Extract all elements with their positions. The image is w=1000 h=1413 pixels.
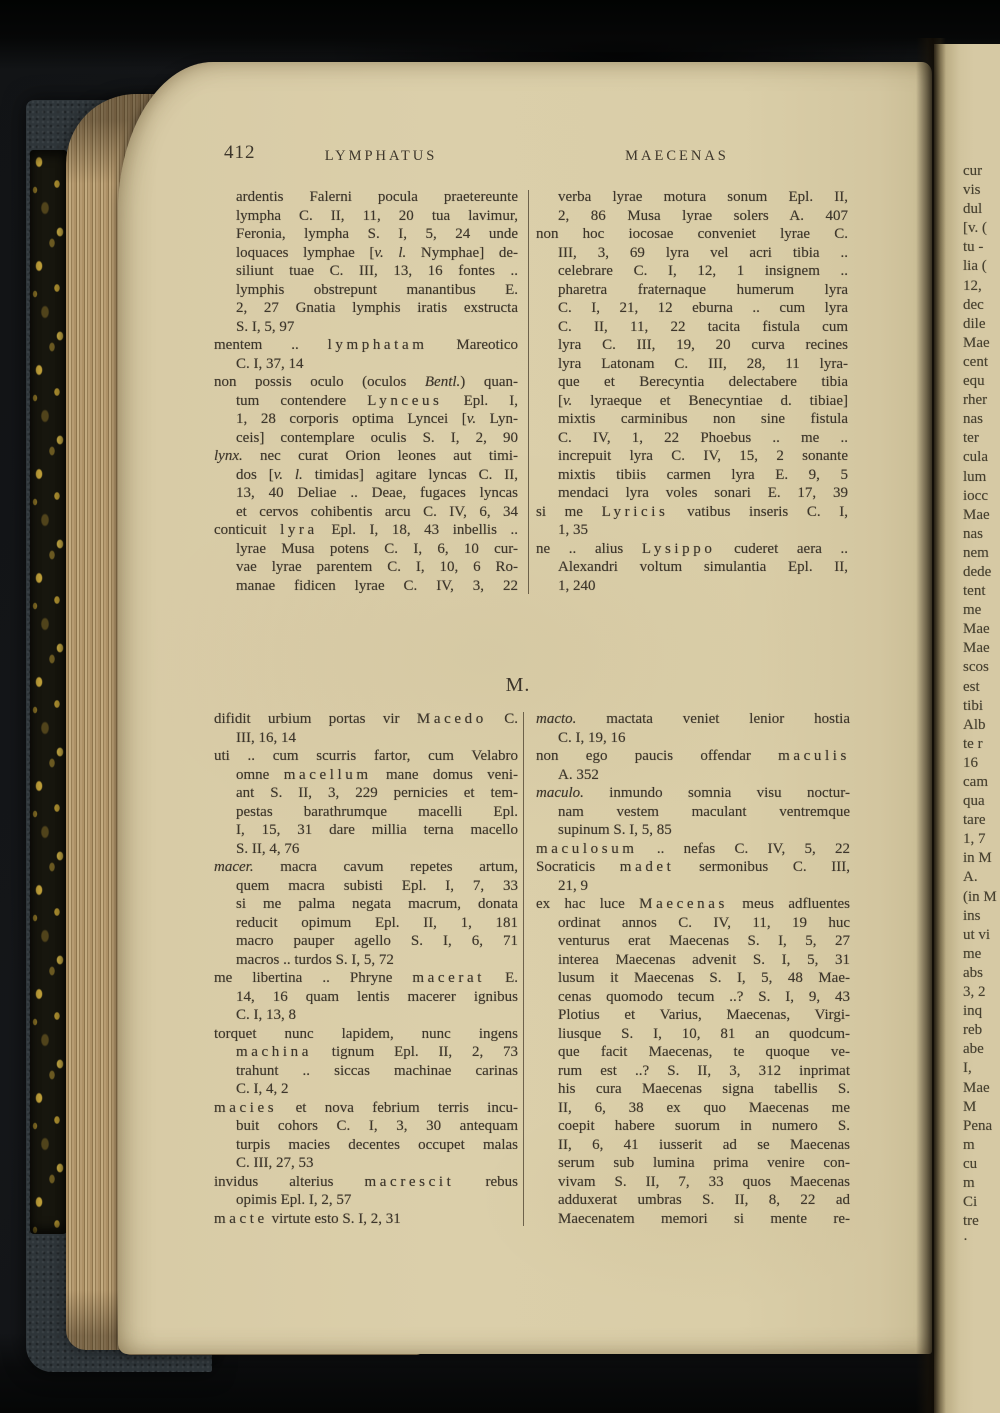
- text-line: dos [v. l. timidas] agitare lyncas C. II,: [236, 466, 518, 483]
- text-line: coepit habere suorum in numero S.: [558, 1118, 850, 1134]
- opposite-page-text-line: inq: [963, 1003, 983, 1020]
- text-line: liusque S. I, 10, 81 an quodcum-: [558, 1025, 850, 1042]
- text-line: interea Maecenas advenit S. I, 5, 31: [558, 951, 850, 968]
- text-line: S. II, 4, 76: [236, 840, 300, 857]
- text-line: vae lyrae parentem C. I, 10, 6 Ro-: [236, 559, 518, 575]
- text-line: lyrae Musa potens C. I, 6, 10 cur-: [236, 540, 518, 557]
- opposite-page-text-line: scos: [963, 659, 989, 676]
- text-line: si me Lyricis vatibus inseris C. I,: [536, 503, 848, 520]
- opposite-page-text-line: cent: [963, 353, 988, 370]
- text-line: [v. lyraeque et Benecyntiae d. tibiae]: [558, 392, 848, 409]
- opposite-page-text-line: te r: [963, 735, 983, 752]
- opposite-page-text-line: me: [963, 602, 982, 619]
- text-line: celebrare C. I, 12, 1 insignem ..: [558, 263, 848, 279]
- opposite-page-text-line: tare: [963, 812, 986, 829]
- text-line: venturus erat Maecenas S. I, 5, 27: [558, 933, 850, 949]
- section-heading: M.: [505, 674, 531, 696]
- opposite-page-text-line: tibi: [963, 697, 984, 714]
- opposite-page-text-line: m: [963, 1136, 975, 1153]
- opposite-page-text-line: ut vi: [963, 926, 991, 943]
- opposite-page-text-line: dede: [963, 563, 992, 580]
- column-divider-top: [528, 190, 529, 594]
- opposite-page-text-line: abs: [963, 964, 983, 981]
- opposite-page-text-fragments: [963, 162, 1000, 1250]
- text-line: mentem .. lymphatam Mareotico: [214, 337, 519, 353]
- text-line: mixtis tibiis carmen lyra E. 9, 5: [558, 466, 848, 483]
- text-line: Alexandri voltum simulantia Epl. II,: [558, 559, 848, 575]
- opposite-page-text-line: Ci: [963, 1194, 978, 1211]
- opposite-page-text-line: iocc: [963, 487, 988, 504]
- text-line: ordinat annos C. IV, 11, 19 huc: [558, 914, 850, 931]
- text-line: C. I, 4, 2: [236, 1081, 289, 1097]
- text-line: pestas barathrumque macelli Epl.: [236, 803, 518, 820]
- text-line: lymphis obstrepunt manantibus E.: [236, 281, 518, 298]
- text-line: Maecenatem memori si mente re-: [558, 1210, 850, 1227]
- text-line: conticuit lyra Epl. I, 18, 43 inbellis ..: [214, 522, 518, 538]
- opposite-page-text-line: cur: [963, 163, 983, 179]
- text-line: C. I, 37, 14: [236, 355, 304, 372]
- opposite-page-text-line: Alb: [963, 716, 986, 733]
- text-line: maculo. inmundo somnia visu noctur-: [536, 785, 850, 801]
- text-line: serum sub lumina prima venire con-: [558, 1155, 850, 1171]
- text-line: nam vestem maculant ventremque: [558, 803, 850, 820]
- text-line: rum est ..? S. II, 3, 312 inprimat: [558, 1062, 850, 1079]
- opposite-page-text-line: lia (: [963, 258, 987, 275]
- opposite-page-text-line: cu: [963, 1155, 978, 1172]
- text-line: siliunt tuae C. III, 13, 16 fontes ..: [236, 263, 518, 279]
- text-line: ex hac luce Maecenas meus adfluentes: [536, 896, 850, 912]
- text-line: omne macellum mane domus veni-: [236, 766, 519, 783]
- text-line: S. I, 5, 97: [236, 318, 295, 335]
- opposite-page-text-line: ter: [963, 430, 979, 447]
- text-line: torquet nunc lapidem, nunc ingens: [214, 1025, 518, 1042]
- opposite-page-text-line: 3, 2: [963, 984, 986, 1001]
- text-line: trahunt .. siccas machinae carinas: [236, 1062, 518, 1079]
- text-line: que facit Maecenas, te quoque ve-: [558, 1044, 850, 1060]
- text-line: loquaces lymphae [v. l. Nymphae] de-: [236, 244, 519, 261]
- text-line: 1, 240: [558, 577, 596, 594]
- running-header-right: MAECENAS: [625, 148, 729, 164]
- text-line: 2, 27 Gnatia lymphis iratis exstructa: [236, 300, 518, 316]
- opposite-page-text-line: nas: [963, 411, 983, 428]
- text-line: supinum S. I, 5, 85: [558, 822, 672, 838]
- text-line: invidus alterius macrescit rebus: [214, 1173, 518, 1190]
- opposite-page-text-line: tre: [963, 1213, 979, 1230]
- top-left-column: [214, 188, 518, 595]
- text-line: II, 6, 41 iusserit ad se Maecenas: [558, 1136, 850, 1153]
- opposite-page-text-line: Pena: [963, 1117, 993, 1134]
- opposite-page-text-line: lum: [963, 468, 987, 485]
- text-line: mixtis carminibus non sine fistula: [558, 411, 848, 427]
- text-line: 1, 28 corporis optima Lyncei [v. Lyn-: [236, 411, 518, 427]
- opposite-page-text-line: cam: [963, 774, 988, 790]
- opposite-page-text-line: dec: [963, 296, 984, 313]
- opposite-page-text-line: reb: [963, 1022, 983, 1039]
- text-line: pharetra fraternaque humerum lyra: [558, 281, 848, 298]
- text-line: C. III, 27, 53: [236, 1155, 314, 1171]
- text-line: ne .. alius Lysippo cuderet aera ..: [536, 540, 848, 557]
- opposite-page-text-line: Mae: [963, 334, 990, 351]
- text-line: non possis oculo (oculos Bentl.) quan-: [214, 374, 518, 390]
- text-line: mendaci lyra voles sonari E. 17, 39: [558, 485, 848, 501]
- opposite-page-text-line: rher: [963, 392, 988, 409]
- text-line: macro pauper agello S. I, 6, 71: [236, 933, 518, 949]
- opposite-page-text-line: A.: [963, 869, 978, 886]
- text-line: Socraticis madet sermonibus C. III,: [536, 859, 851, 875]
- opposite-page-text-line: 1, 7: [963, 831, 986, 848]
- opposite-page-text-line: equ: [963, 373, 985, 390]
- text-line: 2, 86 Musa lyrae solers A. 407: [558, 207, 848, 224]
- opposite-page-text-line: Mae: [963, 640, 990, 657]
- bottom-left-column: [214, 710, 518, 1228]
- text-line: lusum it Maecenas S. I, 5, 48 Mae-: [558, 970, 850, 986]
- text-line: his cura Maecenas signa tabellis S.: [558, 1081, 850, 1097]
- text-line: A. 352: [558, 766, 599, 783]
- opposite-page-text-line: abe: [963, 1041, 984, 1058]
- text-line: 21, 9: [558, 877, 588, 894]
- text-line: machina tignum Epl. II, 2, 73: [236, 1044, 518, 1060]
- opposite-page-text-line: vis: [963, 182, 981, 199]
- opposite-page-text-line: me: [963, 945, 982, 962]
- opposite-page-text-line: ins: [963, 907, 981, 924]
- opposite-page-text-line: [v. (: [963, 220, 988, 237]
- text-line: lynx. nec curat Orion leones aut timi-: [214, 448, 518, 464]
- page-number: 412: [224, 142, 256, 163]
- text-line: ardentis Falerni pocula praetereunte: [236, 189, 518, 205]
- text-line: turpis macies decentes occupet malas: [236, 1136, 518, 1153]
- opposite-page-text-line: ·: [963, 1232, 968, 1249]
- text-line: cenas quomodo tecum ..? S. I, 9, 43: [558, 988, 850, 1005]
- text-line: vivam S. II, 7, 33 quos Maecenas: [558, 1173, 850, 1190]
- opposite-page-text-line: I,: [963, 1060, 972, 1077]
- opposite-page-text-line: 12,: [963, 277, 982, 294]
- text-line: maculosum .. nefas C. IV, 5, 22: [536, 840, 850, 857]
- opposite-page-text-line: m: [963, 1174, 975, 1191]
- marbled-endpaper: [30, 150, 67, 1234]
- bottom-right-column: [536, 710, 850, 1228]
- opposite-page-text-line: 16: [963, 754, 978, 771]
- text-line: difidit urbium portas vir Macedo C.: [214, 711, 518, 727]
- text-line: III, 16, 14: [236, 729, 296, 746]
- column-divider-bottom: [523, 712, 524, 1226]
- book-page: [118, 62, 932, 1354]
- opposite-page-text-line: tent: [963, 583, 986, 600]
- text-line: verba lyrae motura sonum Epl. II,: [558, 189, 848, 205]
- text-line: C. I, 13, 8: [236, 1007, 296, 1023]
- text-line: ant S. II, 3, 229 pernicies et tem-: [236, 785, 518, 801]
- opposite-page-text-line: qua: [963, 793, 985, 810]
- text-line: C. I, 21, 12 eburna .. cum lyra: [558, 300, 848, 316]
- text-line: C. I, 19, 16: [558, 729, 626, 746]
- text-line: 13, 40 Deliae .. Deae, fugaces lyncas: [236, 485, 518, 501]
- text-line: C. IV, 1, 22 Phoebus .. me ..: [558, 429, 848, 446]
- text-line: macros .. turdos S. I, 5, 72: [236, 951, 394, 968]
- top-right-column: [536, 188, 848, 595]
- text-line: 1, 35: [558, 522, 588, 538]
- text-line: que et Berecyntia delectabere tibia: [558, 374, 848, 390]
- text-line: I, 15, 31 dare millia terna macello: [236, 822, 518, 838]
- running-header-left: LYMPHATUS: [324, 148, 438, 164]
- text-line: lympha C. II, 11, 20 tua lavimur,: [236, 207, 518, 224]
- text-line: me libertina .. Phryne macerat E.: [214, 970, 518, 986]
- opposite-page-text-line: in M: [963, 850, 992, 867]
- text-line: ceis] contemplare oculis S. I, 2, 90: [236, 429, 518, 446]
- text-line: et cervos cohibentis arcu C. IV, 6, 34: [236, 503, 518, 520]
- text-line: adduxerat umbras S. II, 8, 22 ad: [558, 1192, 850, 1208]
- text-line: macer. macra cavum repetes artum,: [214, 859, 518, 875]
- opposite-page-text-line: cula: [963, 449, 988, 466]
- opposite-page-text-line: dile: [963, 315, 986, 332]
- opposite-page-text-line: M: [963, 1098, 977, 1115]
- text-line: si me palma negata macrum, donata: [236, 896, 518, 912]
- text-line: increpuit lyra C. IV, 15, 2 sonante: [558, 448, 848, 464]
- text-line: lyra C. III, 19, 20 curva recines: [558, 337, 848, 353]
- text-line: buit cohors C. I, 3, 30 antequam: [236, 1118, 518, 1134]
- text-line: 14, 16 quam lentis macerer ignibus: [236, 988, 518, 1005]
- text-line: non ego paucis offendar maculis: [536, 748, 850, 764]
- opposite-page: [934, 44, 1000, 1413]
- text-line: reducit opimum Epl. II, 1, 181: [236, 914, 518, 931]
- text-line: quem macra subisti Epl. I, 7, 33: [236, 877, 518, 894]
- opposite-page-text-line: Mae: [963, 1079, 990, 1096]
- text-line: C. II, 11, 22 tacita fistula cum: [558, 318, 848, 335]
- opposite-page-text-line: nas: [963, 525, 983, 542]
- text-line: macto. mactata veniet lenior hostia: [536, 711, 850, 727]
- text-line: Plotius et Varius, Maecenas, Virgi-: [558, 1007, 850, 1023]
- opposite-page-text-line: Mae: [963, 506, 990, 523]
- opposite-page-text-line: (in M: [963, 888, 997, 905]
- text-line: macte virtute esto S. I, 2, 31: [214, 1210, 401, 1227]
- opposite-page-text-line: nem: [963, 544, 989, 561]
- text-line: manae fidicen lyrae C. IV, 3, 22: [236, 577, 518, 594]
- opposite-page-text-line: tu -: [963, 239, 984, 256]
- text-line: non hoc iocosae conveniet lyrae C.: [536, 226, 848, 242]
- text-line: III, 3, 69 lyra vel acri tibia ..: [558, 244, 848, 261]
- text-line: Feronia, lympha S. I, 5, 24 unde: [236, 226, 518, 242]
- text-line: lyra Latonam C. III, 28, 11 lyra-: [558, 355, 848, 372]
- text-line: opimis Epl. I, 2, 57: [236, 1192, 352, 1208]
- opposite-page-text-line: Mae: [963, 621, 990, 638]
- text-line: tum contendere Lynceus Epl. I,: [236, 392, 518, 409]
- opposite-page-text-line: est: [963, 678, 980, 695]
- text-line: macies et nova febrium terris incu-: [214, 1099, 518, 1116]
- opposite-page-text-line: dul: [963, 201, 983, 218]
- text-line: II, 6, 38 ex quo Maecenas me: [558, 1099, 850, 1116]
- text-line: uti .. cum scurris fartor, cum Velabro: [214, 748, 518, 764]
